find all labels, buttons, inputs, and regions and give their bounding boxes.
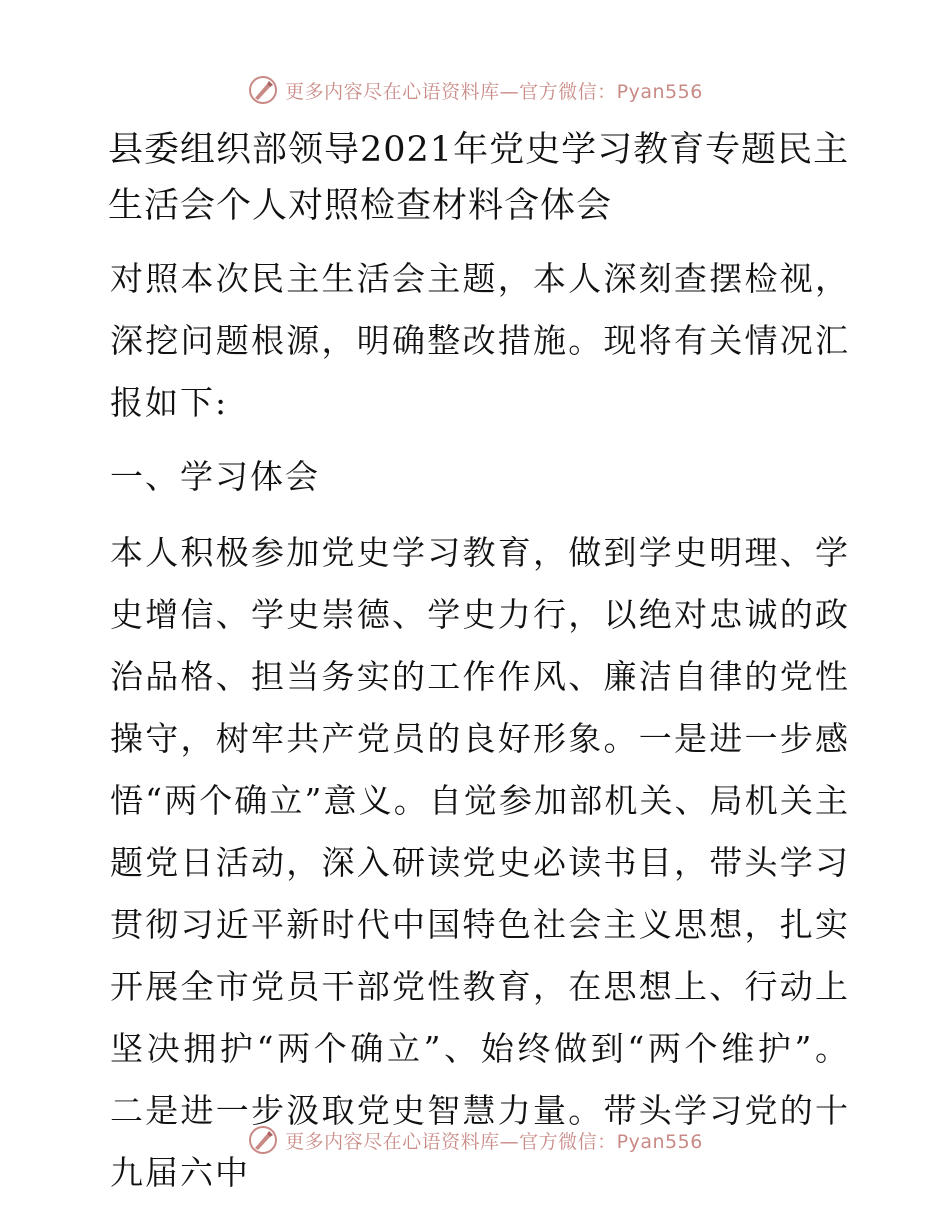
- intro-paragraph: 对照本次民主生活会主题，本人深刻查摆检视，深挖问题根源，明确整改措施。现将有关情况汇报如下:: [110, 259, 850, 422]
- header-watermark: [0, 70, 950, 110]
- pen-seal-icon: [247, 74, 279, 106]
- section-body-paragraph: 本人积极参加党史学习教育，做到学史明理、学史增信、学史崇德、学史力行，以绝对忠诚的政治品格、担当务实的工作作风、廉洁自律的党性操守，树牢共产党员的良好形象。一是进一步感悟“两个确立”意义。自觉参加部机关、局机关主题党日活动，深入研读党史必读书目，带头学习贯彻习近平新时代中国特色社会主义思想，扎实开展全市党员干部党性教育，在思想上、行动上坚决拥护“两个确立”、始终做到“两个维护”。二是进一步汲取党史智慧力量。带头学习党的十九届六中: [110, 533, 850, 1192]
- footer-watermark: [0, 1120, 950, 1160]
- section-heading: 一、学习体会: [110, 457, 320, 496]
- watermark-text: 更多内容尽在心语资料库—官方微信：Pyan556: [285, 80, 703, 103]
- document-title: 县委组织部领导2021年党史学习教育专题民主生活会个人对照检查材料含体会: [108, 130, 850, 226]
- document-body: [98, 122, 850, 1204]
- watermark-text: 更多内容尽在心语资料库—官方微信：Pyan556: [285, 1130, 703, 1153]
- pen-seal-icon: [247, 1124, 279, 1156]
